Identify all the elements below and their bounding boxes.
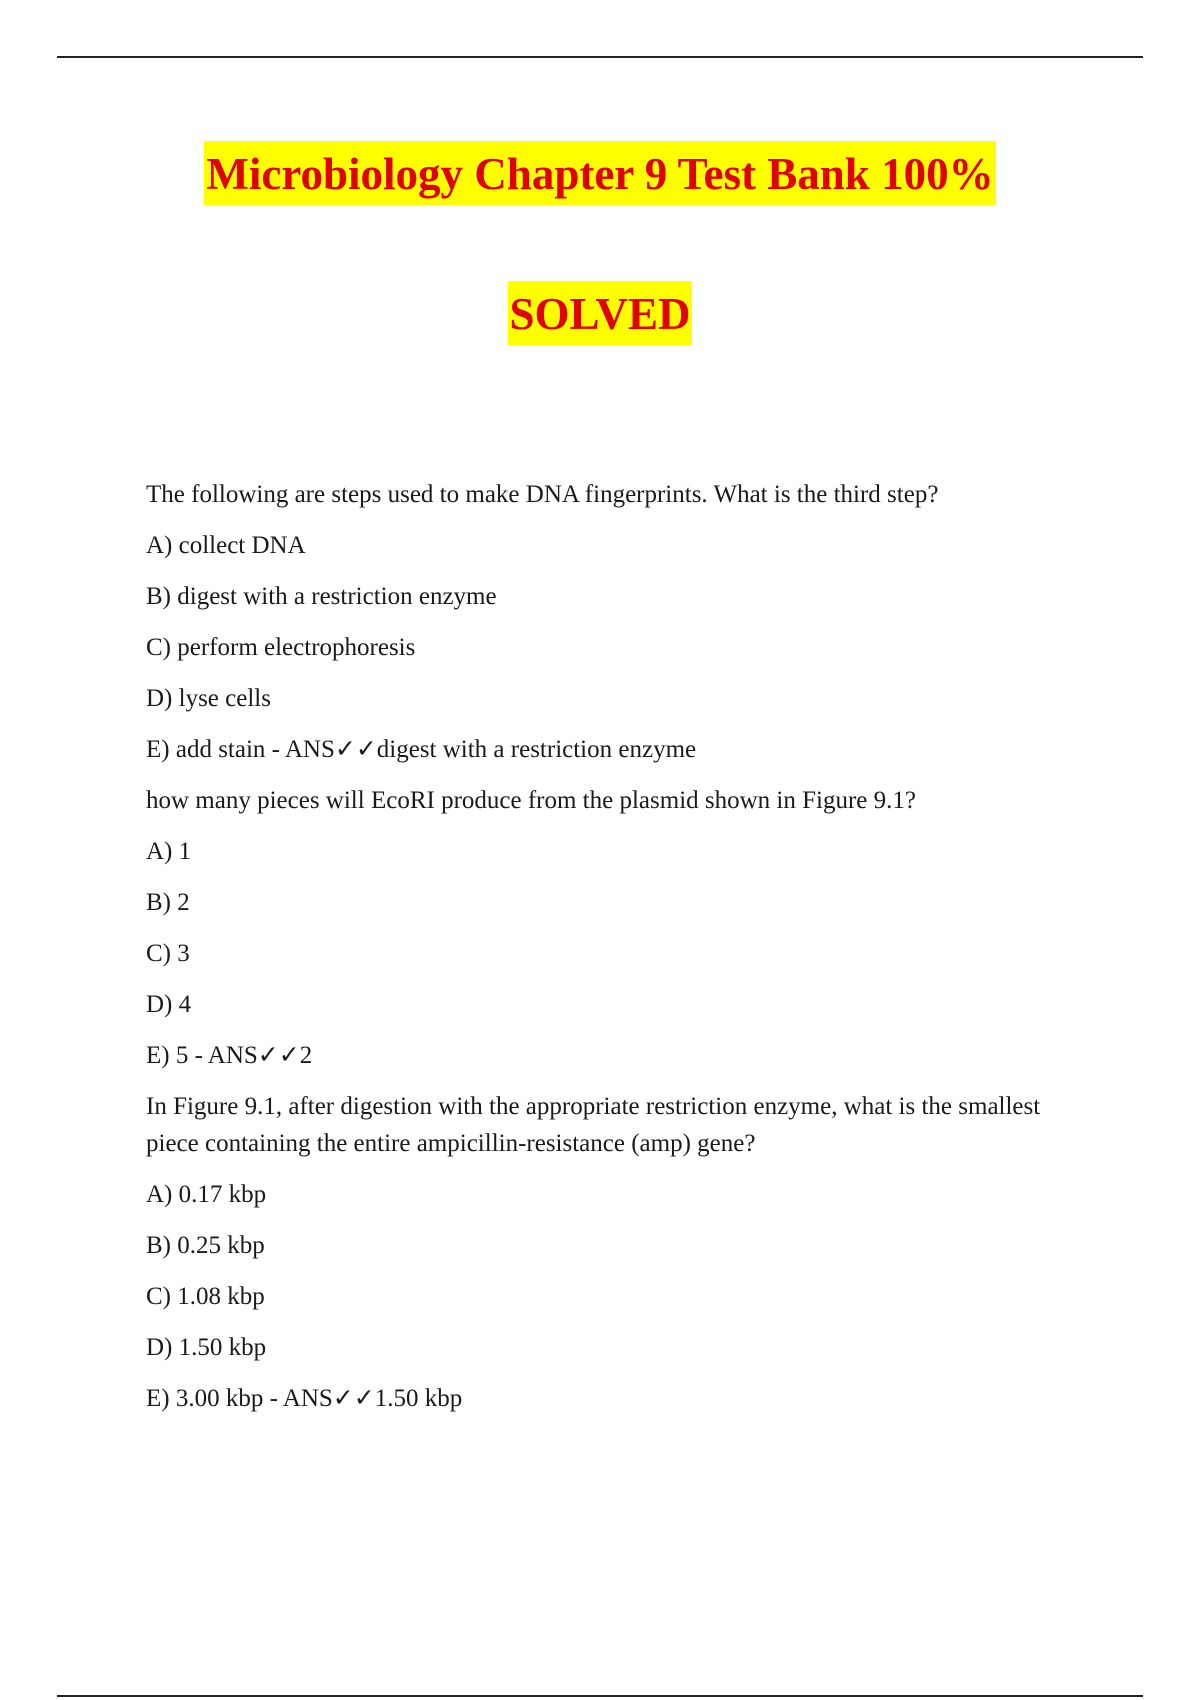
option-c: C) 3 [146,940,190,967]
option-e-answer: E) add stain - ANS✓✓digest with a restriction enzyme [146,736,697,763]
option-c: C) perform electrophoresis [146,634,416,661]
document-title-line-2 [0,289,1200,339]
question-3 [146,1088,1066,1417]
option-b: B) digest with a restriction enzyme [146,583,497,610]
option-e-answer: E) 5 - ANS✓✓2 [146,1042,313,1069]
question-stem: how many pieces will EcoRI produce from the plasmid shown in Figure 9.1? [146,787,916,814]
top-rule [57,56,1143,58]
question-stem: The following are steps used to make DNA fingerprints. What is the third step? [146,481,939,508]
option-d: D) 1.50 kbp [146,1334,267,1361]
option-a: A) collect DNA [146,532,306,559]
question-2 [146,782,1066,1074]
question-1 [146,476,1066,768]
option-e-answer: E) 3.00 kbp - ANS✓✓1.50 kbp [146,1385,463,1412]
option-b: B) 2 [146,889,190,916]
option-d: D) 4 [146,991,192,1018]
bottom-rule [57,1695,1143,1697]
document-title-line-1 [0,149,1200,199]
question-stem: In Figure 9.1, after digestion with the appropriate restriction enzyme, what is the smallest piece containing the entire ampicillin-resistance (amp) gene? [146,1093,1041,1157]
option-a: A) 0.17 kbp [146,1181,267,1208]
title-highlight-2: SOLVED [508,281,693,345]
question-list [146,476,1066,1431]
title-highlight-1: Microbiology Chapter 9 Test Bank 100% [204,141,995,205]
option-c: C) 1.08 kbp [146,1283,265,1310]
option-b: B) 0.25 kbp [146,1232,265,1259]
option-d: D) lyse cells [146,685,271,712]
option-a: A) 1 [146,838,192,865]
